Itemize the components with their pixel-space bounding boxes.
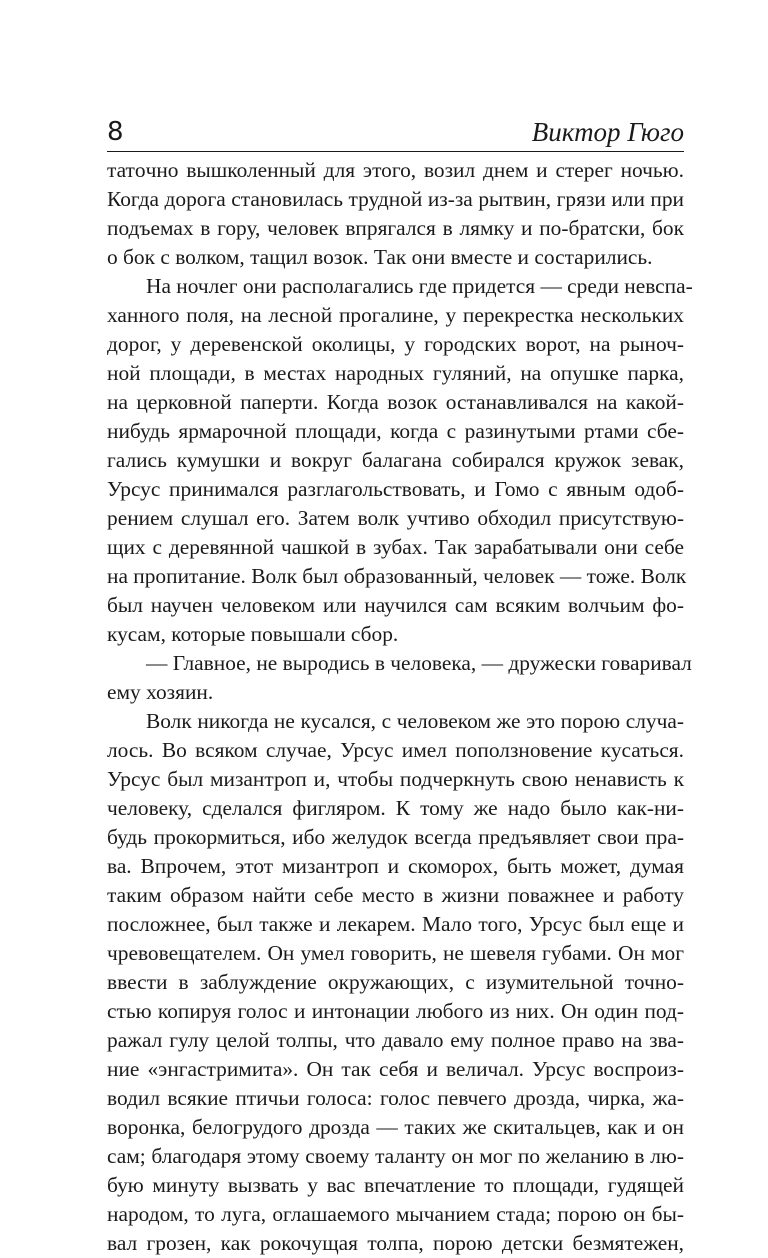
text-line: стью копируя голос и интонации любого из них. Он один под- [107,999,684,1023]
text-line: Урсус был мизантроп и, чтобы подчеркнуть свою ненависть к [107,767,684,791]
text-line: будь прокормиться, ибо желудок всегда предъявляет свои пра- [107,825,684,849]
text-line: — Главное, не выродись в человека, — дружески говаривал [146,651,692,675]
text-line: гались кумушки и вокруг балагана собирался кружок зевак, [107,448,684,472]
text-line: чревовещателем. Он умел говорить, не шевеля губами. Он мог [107,941,684,965]
text-line: был научен человеком или научился сам всяким волчьим фо- [107,593,684,617]
text-line: бую минуту вызвать у вас впечатление то площади, гудящей [107,1173,684,1197]
text-line: Урсус принимался разглагольствовать, и Гомо с явным одоб- [107,477,684,501]
text-line: вал грозен, как рокочущая толпа, порою детски безмятежен, [107,1231,684,1255]
text-line: ной площади, в местах народных гуляний, на опушке парка, [107,361,684,385]
text-line: нибудь ярмарочной площади, когда с разинутыми ртами сбе- [107,419,684,443]
text-line: кусам, которые повышали сбор. [107,622,399,646]
text-line: воронка, белогрудого дрозда — таких же скитальцев, как и он [107,1115,684,1139]
text-line: народом, то луга, оглашаемого мычанием стада; порою он бы- [107,1202,684,1226]
text-line: сам; благодаря этому своему таланту он мог по желанию в лю- [107,1144,684,1168]
text-line: водил всякие птичьи голоса: голос певчего дрозда, чирка, жа- [107,1086,684,1110]
text-line: ханного поля, на лесной прогалине, у перекрестка нескольких [107,303,684,327]
text-line: на церковной паперти. Когда возок останавливался на какой- [107,390,684,414]
body-text [107,156,693,1258]
text-line: подъемах в гору, человек впрягался в лямку и по-братски, бок [107,216,684,240]
page-number: 8 [107,117,124,147]
text-line: татoчно вышколенный для этого, возил днем и стерег ночью. [107,158,684,182]
text-line: посложнее, был также и лекарем. Мало того, Урсус был еще и [107,912,684,936]
text-line: о бок с волком, тащил возок. Так они вместе и состарились. [107,245,653,269]
text-line: на пропитание. Волк был образованный, человек — тоже. Волк [107,564,687,588]
text-line: ние «энгастримита». Он так себя и величал. Урсус воспроиз- [107,1057,684,1081]
header-rule [107,151,684,152]
text-line: лось. Во всяком случае, Урсус имел поползновение кусаться. [107,738,684,762]
text-line: ему хозяин. [107,680,214,704]
text-line: Волк никогда не кусался, с человеком же это порою случа- [146,709,684,733]
text-line: рением слушал его. Затем волк учтиво обходил присутствую- [107,506,684,530]
text-line: ражал гулу целой толпы, что давало ему полное право на зва- [107,1028,684,1052]
running-title: Виктор Гюго [531,117,684,147]
text-line: дорог, у деревенской околицы, у городских ворот, на рыноч- [107,332,684,356]
text-line: таким образом найти себе место в жизни поважнее и работу [107,883,684,907]
text-line: Когда дорога становилась трудной из-за рытвин, грязи или при [107,187,684,211]
text-line: На ночлег они располагались где придется — среди невспа- [146,274,693,298]
text-line: человеку, сделался фигляром. К тому же надо было как-ни- [107,796,684,820]
text-line: ва. Впрочем, этот мизантроп и скоморох, быть может, думая [107,854,684,878]
text-line: щих с деревянной чашкой в зубах. Так зарабатывали они себе [107,535,684,559]
text-line: ввести в заблуждение окружающих, с изумительной точно- [107,970,684,994]
